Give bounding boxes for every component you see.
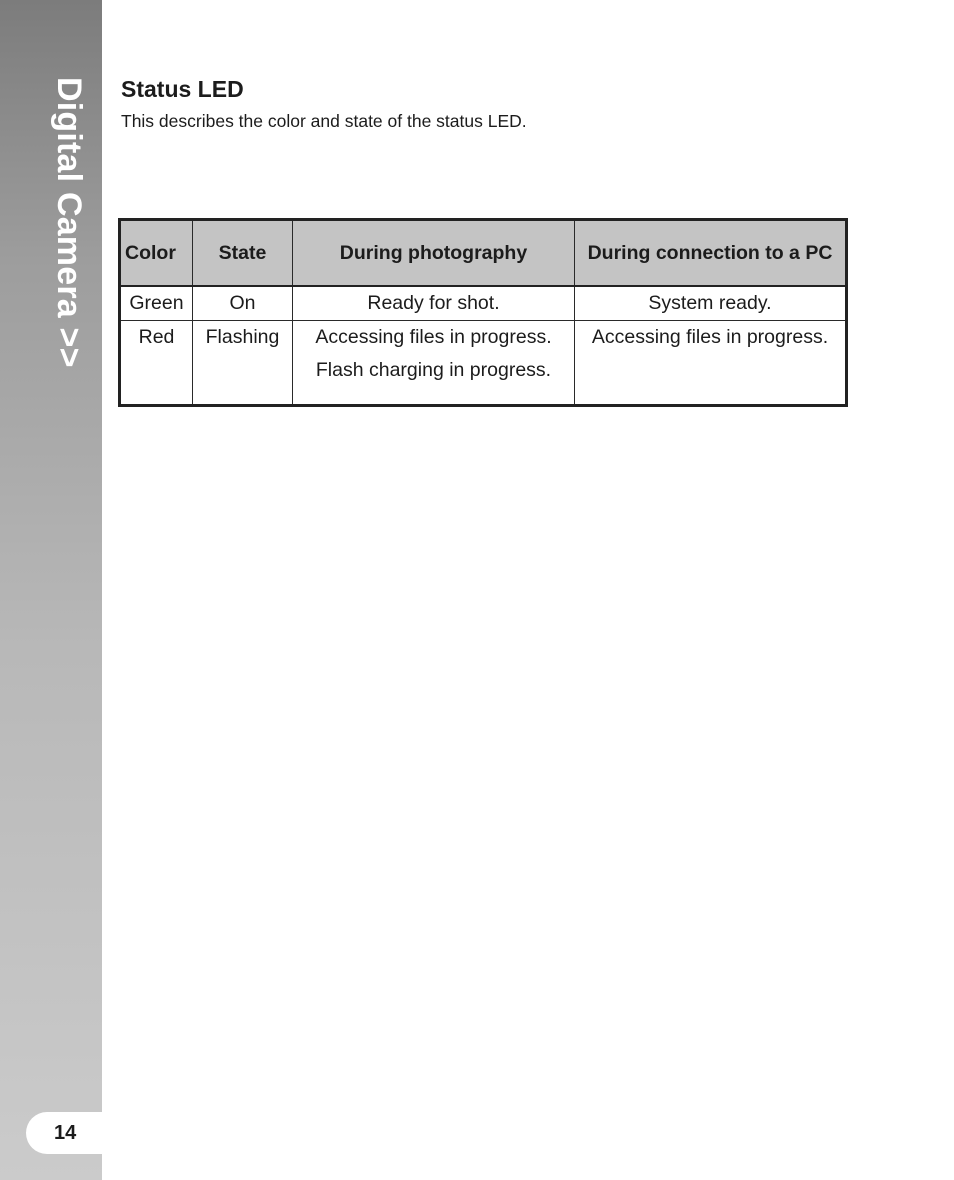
cell-line: Flash charging in progress. bbox=[315, 359, 552, 381]
page-number: 14 bbox=[54, 1122, 77, 1144]
table-header-row bbox=[120, 220, 847, 287]
cell-color: Green bbox=[120, 286, 193, 321]
chapter-label: Digital Camera >> bbox=[50, 77, 88, 368]
cell-photography bbox=[293, 286, 575, 321]
header-color: Color bbox=[120, 220, 193, 287]
cell-color: Red bbox=[120, 321, 193, 406]
cell-line: Ready for shot. bbox=[367, 292, 500, 314]
cell-pc: Accessing files in progress. bbox=[575, 321, 847, 406]
section-description: This describes the color and state of the status LED. bbox=[121, 111, 527, 131]
cell-photography bbox=[293, 321, 575, 406]
cell-pc: System ready. bbox=[575, 286, 847, 321]
header-photography: During photography bbox=[293, 220, 575, 287]
cell-state: On bbox=[193, 286, 293, 321]
header-state: State bbox=[193, 220, 293, 287]
table-row bbox=[120, 286, 847, 321]
cell-state: Flashing bbox=[193, 321, 293, 406]
cell-line: Accessing files in progress. bbox=[315, 326, 552, 348]
status-led-table bbox=[118, 218, 848, 407]
header-pc-connection: During connection to a PC bbox=[575, 220, 847, 287]
section-title: Status LED bbox=[121, 76, 244, 102]
table-row bbox=[120, 321, 847, 406]
